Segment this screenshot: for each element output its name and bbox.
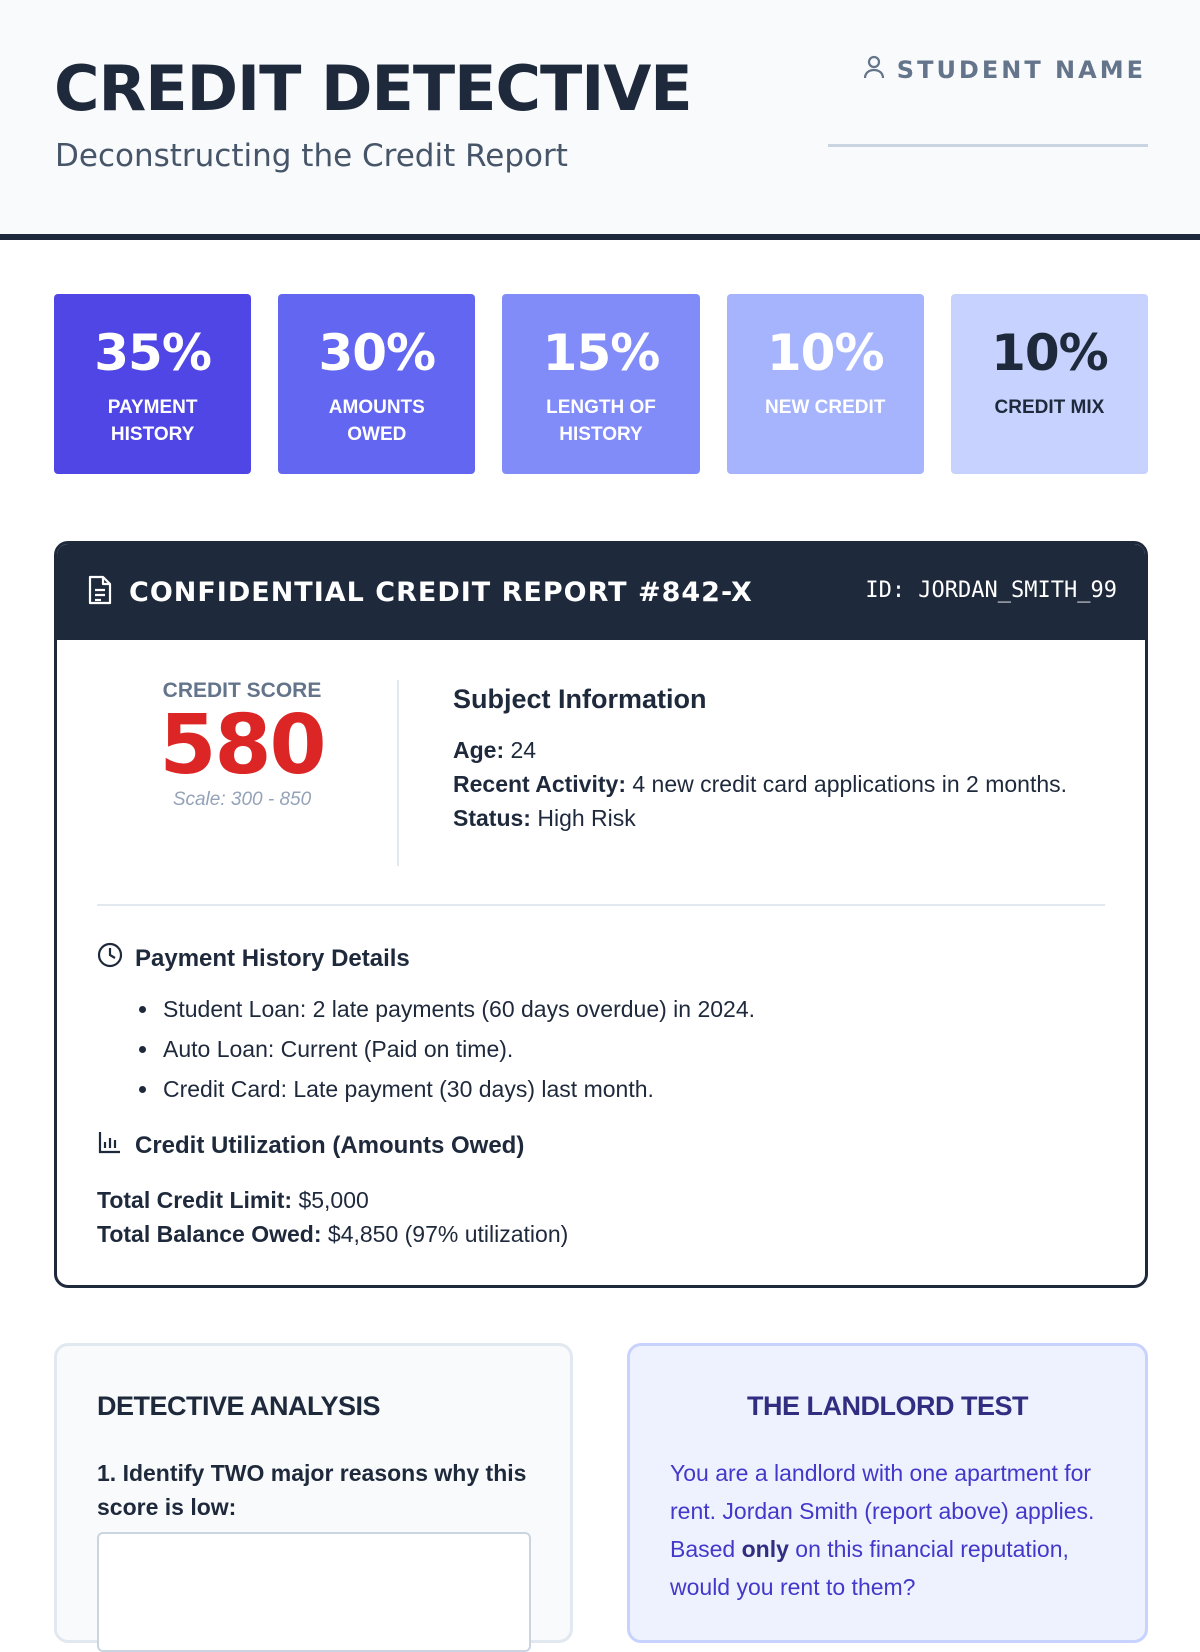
user-icon [863, 54, 885, 85]
factor-tile [727, 294, 924, 474]
credit-limit-label: Total Credit Limit: [97, 1187, 293, 1213]
status-label: Status: [453, 805, 531, 831]
balance-owed-label: Total Balance Owed: [97, 1221, 322, 1247]
factor-label-line: OWED [347, 424, 407, 445]
subject-information [453, 684, 1093, 835]
report-title: CONFIDENTIAL CREDIT REPORT #842-X [129, 576, 753, 608]
factor-label-line: AMOUNTS [328, 397, 425, 418]
report-header [57, 544, 1145, 640]
factor-tile [54, 294, 251, 474]
subject-title: Subject Information [453, 684, 707, 714]
landlord-text-emphasis: only [741, 1536, 789, 1562]
factor-label [995, 394, 1105, 421]
landlord-test-card [627, 1343, 1148, 1643]
document-icon [87, 575, 113, 610]
credit-utilization-title: Credit Utilization (Amounts Owed) [135, 1131, 525, 1159]
subject-activity [453, 767, 1093, 801]
balance-owed-value: $4,850 (97% utilization) [327, 1221, 569, 1247]
landlord-text-part: on this financial reputation, would you rent to them? [670, 1536, 1069, 1600]
factor-label [108, 394, 198, 448]
landlord-title: THE LANDLORD TEST [747, 1391, 1028, 1421]
credit-factors [54, 294, 1148, 474]
factor-percent: 30% [318, 324, 436, 382]
payment-history-title: Payment History Details [135, 944, 410, 972]
factor-tile [951, 294, 1148, 474]
age-label: Age: [453, 737, 505, 763]
factor-label-line: LENGTH OF [546, 397, 656, 418]
factor-percent: 10% [991, 324, 1108, 382]
factor-percent: 10% [766, 324, 884, 382]
credit-utilization-details [97, 1183, 1097, 1251]
payment-history-heading [97, 942, 410, 975]
status-value: High Risk [537, 805, 636, 831]
analysis-title: DETECTIVE ANALYSIS [97, 1391, 381, 1421]
factor-label [329, 394, 425, 448]
balance-owed-line [97, 1217, 1097, 1251]
factor-label-line: HISTORY [110, 424, 195, 445]
factor-percent: 35% [94, 324, 211, 382]
score-label: CREDIT SCORE [162, 679, 322, 702]
landlord-text-part: You are a landlord with one apartment for rent. Jordan Smith (report above) applies. Based [670, 1460, 1095, 1562]
credit-limit-line [97, 1183, 1097, 1217]
list-item: Credit Card: Late payment (30 days) last month. [97, 1069, 1097, 1109]
factor-percent: 15% [542, 324, 660, 382]
bar-chart-icon [97, 1129, 123, 1162]
factor-tile [278, 294, 475, 474]
list-item: Student Loan: 2 late payments (60 days overdue) in 2024. [97, 989, 1097, 1029]
page-header [0, 0, 1200, 240]
factor-label-line: PAYMENT [107, 397, 198, 418]
student-name-text: STUDENT NAME [896, 55, 1146, 84]
list-item: Auto Loan: Current (Paid on time). [97, 1029, 1097, 1069]
activity-label: Recent Activity: [453, 771, 626, 797]
report-id: ID: JORDAN_SMITH_99 [865, 578, 1117, 603]
subject-age [453, 733, 1093, 767]
credit-utilization-heading [97, 1129, 524, 1162]
factor-label [546, 394, 656, 448]
credit-limit-value: $5,000 [298, 1187, 369, 1213]
credit-report-card [54, 541, 1148, 1288]
credit-score-value: 580 [159, 698, 325, 793]
student-name-label [863, 54, 1146, 85]
page-subtitle: Deconstructing the Credit Report [55, 138, 568, 174]
answer-field[interactable] [97, 1532, 531, 1652]
page-title: CREDIT DETECTIVE [54, 52, 692, 125]
horizontal-divider [97, 904, 1105, 906]
factor-label-line: NEW CREDIT [765, 397, 886, 418]
student-name-field[interactable] [828, 144, 1148, 147]
factor-tile [502, 294, 699, 474]
subject-status [453, 801, 1093, 835]
detective-analysis-card [54, 1343, 573, 1643]
age-value: 24 [510, 737, 537, 763]
factor-label-line: CREDIT MIX [994, 397, 1105, 418]
score-scale: Scale: 300 - 850 [172, 789, 312, 810]
landlord-text [670, 1454, 1110, 1606]
activity-value: 4 new credit card applications in 2 months. [632, 771, 1068, 797]
clock-icon [97, 942, 123, 975]
credit-score-panel [97, 679, 387, 811]
vertical-divider [397, 680, 399, 866]
factor-label [765, 394, 885, 421]
factor-label-line: HISTORY [559, 424, 643, 445]
payment-history-list [97, 989, 1097, 1109]
analysis-question: 1. Identify TWO major reasons why this score is low: [97, 1460, 527, 1520]
